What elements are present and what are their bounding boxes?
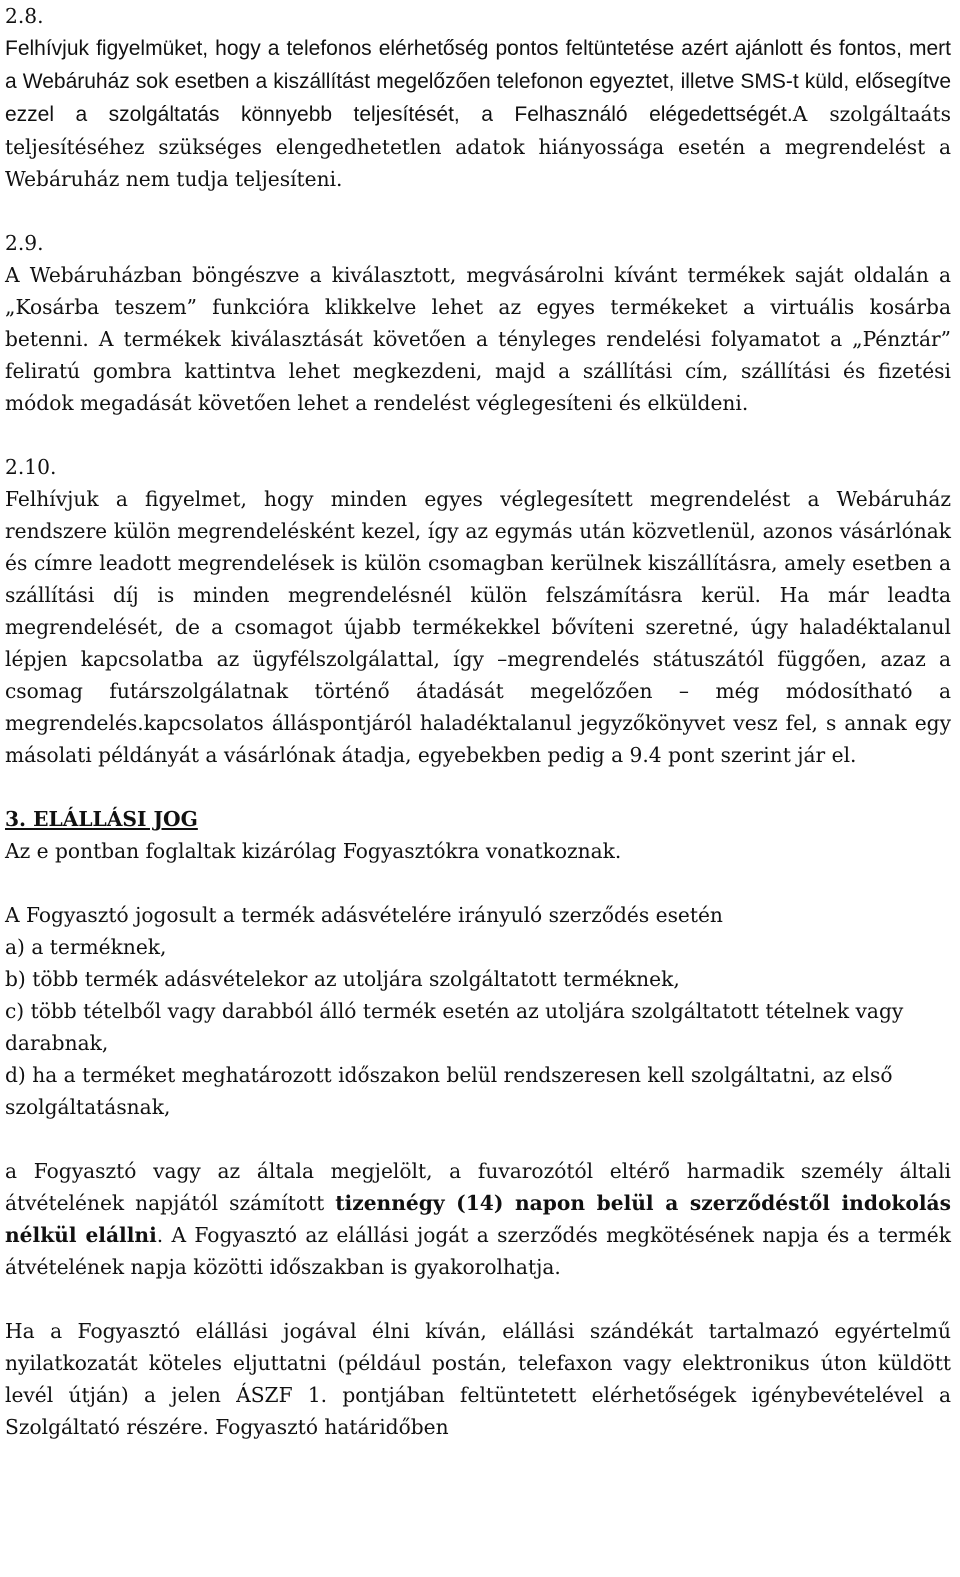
section-number-2-8: 2.8. [5, 4, 44, 28]
section-3-declaration-paragraph: Ha a Fogyasztó elállási jogával élni kíván, elállási szándékát tartalmazó egyértelmű nyilatkozatát köteles eljuttatni (például postán, telefaxon vagy elektronikus úton küldött levél útján) a jelen ÁSZF 1. pontjában feltüntetett elérhetőségek igénybevételével a Szolgáltató részére. Fogyasztó határidőben [5, 1319, 951, 1439]
list-item: d) ha a terméket meghatározott időszakon belül rendszeresen kell szolgáltatni, az első szolgáltatásnak, [5, 1063, 893, 1119]
list-item: c) több tételből vagy darabból álló termék esetén az utoljára szolgáltatott tételnek vagy darabnak, [5, 999, 904, 1055]
withdrawal-text-after: . A Fogyasztó az elállási jogát a szerződés megkötésének napja és a termék átvételének napja közötti időszakban is gyakorolhatja. [5, 1223, 951, 1279]
section-3-intro: Az e pontban foglaltak kizárólag Fogyasztókra vonatkoznak. [5, 839, 622, 863]
list-item: b) több termék adásvételekor az utoljára szolgáltatott terméknek, [5, 967, 680, 991]
section-3-withdrawal-paragraph [5, 1155, 951, 1283]
withdrawal-text-before: a Fogyasztó vagy az általa megjelölt, a fuvarozótól eltérő harmadik személy általi átvételének napjától számított [5, 1159, 951, 1215]
section-2-8-text-a: Felhívjuk figyelmüket, hogy a telefonos elérhetőség pontos feltüntetése azért ajánlott és fontos, mert a Webáruház sok esetben a kiszállítást megelőzően telefonon egyeztet, illetve SMS-t küld, elősegítve ezzel a szolgáltatás könnyebb teljesítését, a Felhasználó elégedettségét. [5, 37, 951, 126]
withdrawal-deadline-bold: tizennégy (14) napon belül a szerződéstől indokolás nélkül elállni [5, 1191, 951, 1247]
section-3-lead: A Fogyasztó jogosult a termék adásvételére irányuló szerződés esetén [5, 903, 723, 927]
section-2-9-text: A Webáruházban böngészve a kiválasztott, megvásárolni kívánt termékek saját oldalán a „Kosárba teszem” funkcióra klikkelve lehet az egyes termékeket a virtuális kosárba betenni. A termékek kiválasztását követően a tényleges rendelési folyamatot a „Pénztár” feliratú gombra kattintva lehet megkezdeni, majd a szállítási cím, szállítási és fizetési módok megadását követően lehet a rendelést véglegesíteni és elküldeni. [5, 263, 951, 415]
list-item: a) a terméknek, [5, 935, 167, 959]
document-page [5, 0, 951, 1443]
section-2-8-text-b: A szolgáltaáts teljesítéséhez szükséges elengedhetetlen adatok hiányossága esetén a megrendelést a Webáruház nem tudja teljesíteni. [5, 102, 951, 191]
section-3-heading: 3. ELÁLLÁSI JOG [5, 807, 198, 831]
section-2-8-text [5, 32, 951, 195]
section-2-10-text: Felhívjuk a figyelmet, hogy minden egyes véglegesített megrendelést a Webáruház rendszere külön megrendelésként kezel, így az egymás után közvetlenül, azonos vásárlónak és címre leadott megrendelések is külön csomagban kerülnek kiszállításra, amely esetben a szállítási díj is minden megrendelésnél külön felszámításra kerül. Ha már leadta megrendelését, de a csomagot újabb termékekkel bővíteni szeretné, úgy haladéktalanul lépjen kapcsolatba az ügyfélszolgálattal, így –megrendelés státuszától függően, azaz a csomag futárszolgálatnak történő átadását megelőzően – még módosítható a megrendelés.kapcsolatos álláspontjáról haladéktalanul jegyzőkönyvet vesz fel, s annak egy másolati példányát a vásárlónak átadja, egyebekben pedig a 9.4 pont szerint jár el. [5, 487, 951, 767]
section-number-2-10: 2.10. [5, 455, 57, 479]
section-number-2-9: 2.9. [5, 231, 44, 255]
